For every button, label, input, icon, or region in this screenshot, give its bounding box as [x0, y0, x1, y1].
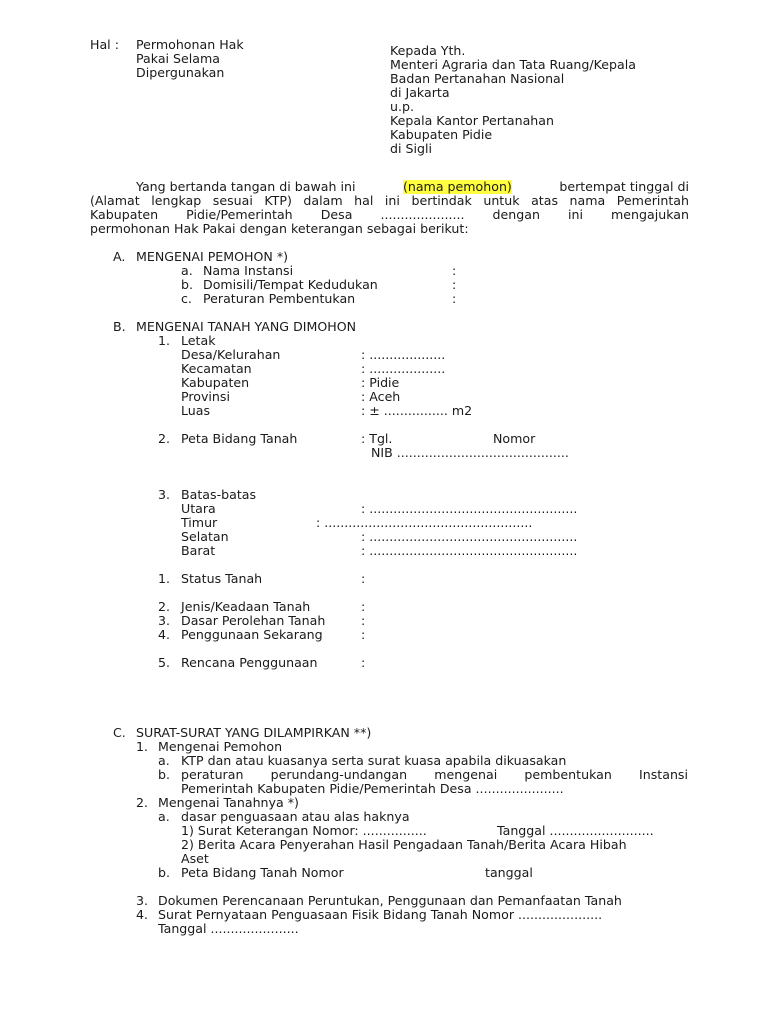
row-value: : Pidie — [361, 375, 400, 390]
sub-text: peraturan perundang-undangan mengenai pembentukan Instansi — [181, 767, 688, 782]
section-b-title: MENGENAI TANAH YANG DIMOHON — [136, 319, 357, 334]
item-label: Jenis/Keadaan Tanah — [181, 599, 311, 614]
item-marker: 3. — [136, 893, 149, 908]
item-label: Dasar Perolehan Tanah — [181, 613, 326, 628]
letak-label: Letak — [181, 333, 216, 348]
hal-line-3: Dipergunakan — [136, 65, 225, 80]
item-colon: : — [452, 263, 457, 278]
intro-part2: bertempat tinggal di — [559, 179, 689, 194]
row-value: : Aceh — [361, 389, 401, 404]
item-marker: 4. — [136, 907, 149, 922]
item-marker: 2. — [158, 599, 171, 614]
section-c-marker: C. — [113, 725, 126, 740]
sub-item: 2) Berita Acara Penyerahan Hasil Pengadaan Tanah/Berita Acara Hibah — [181, 837, 627, 852]
item-label: Penggunaan Sekarang — [181, 627, 323, 642]
recipient-line: Kabupaten Pidie — [390, 127, 493, 142]
hal-label: Hal : — [90, 37, 119, 52]
item-marker: 4. — [158, 627, 171, 642]
recipient-line: di Sigli — [390, 141, 432, 156]
row-value: : .................................................... — [361, 543, 578, 558]
rencana-label: Rencana Penggunaan — [181, 655, 318, 670]
peta-nib: NIB ........................................... — [371, 445, 569, 460]
item-colon: : — [361, 627, 366, 642]
row-label: Kabupaten — [181, 375, 250, 390]
section-c-title: SURAT-SURAT YANG DILAMPIRKAN **) — [136, 725, 372, 740]
item-marker: c. — [181, 291, 192, 306]
row-label: Timur — [181, 515, 218, 530]
peta-label: Peta Bidang Tanah — [181, 431, 298, 446]
peta-tgl: : Tgl. — [361, 431, 393, 446]
pemohon-label: Mengenai Pemohon — [158, 739, 283, 754]
item-marker: a. — [181, 263, 193, 278]
intro-line-4: permohonan Hak Pakai dengan keterangan sebagai berikut: — [90, 221, 469, 236]
sub-item: Aset — [181, 851, 209, 866]
section-b-marker: B. — [113, 319, 126, 334]
row-label: Luas — [181, 403, 211, 418]
peta-marker: 2. — [158, 431, 171, 446]
row-label: Utara — [181, 501, 216, 516]
row-label: Kecamatan — [181, 361, 252, 376]
applicant-name-placeholder: (nama pemohon) — [402, 179, 512, 194]
item-label: Nama Instansi — [203, 263, 294, 278]
rencana-marker: 5. — [158, 655, 171, 670]
sub-text: Peta Bidang Tanah Nomor — [181, 865, 344, 880]
item-label: Domisili/Tempat Kedudukan — [203, 277, 378, 292]
status-label: Status Tanah — [181, 571, 263, 586]
recipient-line: Kepala Kantor Pertanahan — [390, 113, 554, 128]
item-text: Surat Pernyataan Penguasaan Fisik Bidang Tanah Nomor ..................... — [158, 907, 603, 922]
item-label: Peraturan Pembentukan — [203, 291, 356, 306]
row-value: : ± ................ m2 — [361, 403, 473, 418]
intro-line-2: (Alamat lengkap sesuai KTP) dalam hal ini bertindak untuk atas nama Pemerintah — [90, 193, 689, 208]
item-marker: 3. — [158, 613, 171, 628]
sub-marker: b. — [158, 767, 170, 782]
row-value: : .................................................... — [361, 529, 578, 544]
sub-item: 1) Surat Keterangan Nomor: ................ — [181, 823, 427, 838]
section-a-marker: A. — [113, 249, 126, 264]
item-colon: : — [361, 599, 366, 614]
intro-part1: Yang bertanda tangan di bawah ini — [136, 179, 356, 194]
row-label: Barat — [181, 543, 216, 558]
sub-marker: a. — [158, 809, 170, 824]
tanah-label: Mengenai Tanahnya *) — [158, 795, 299, 810]
hal-line-1: Permohonan Hak — [136, 37, 244, 52]
status-colon: : — [361, 571, 366, 586]
recipient-line: Menteri Agraria dan Tata Ruang/Kepala — [390, 57, 636, 72]
intro-line-1 — [136, 180, 689, 194]
recipient-line: Badan Pertanahan Nasional — [390, 71, 565, 86]
row-value: : ................... — [361, 347, 446, 362]
sub-text-tanggal: tanggal — [485, 865, 533, 880]
item-text: Tanggal ...................... — [158, 921, 299, 936]
sub-text: Pemerintah Kabupaten Pidie/Pemerintah Desa ...................... — [181, 781, 564, 796]
item-colon: : — [452, 277, 457, 292]
row-label: Desa/Kelurahan — [181, 347, 281, 362]
pemohon-marker: 1. — [136, 739, 149, 754]
row-value: : .................................................... — [361, 501, 578, 516]
sub-item-tanggal: Tanggal .......................... — [497, 823, 654, 838]
row-label: Provinsi — [181, 389, 230, 404]
rencana-colon: : — [361, 655, 366, 670]
item-marker: b. — [181, 277, 193, 292]
status-marker: 1. — [158, 571, 171, 586]
row-value: : .................................................... — [316, 515, 533, 530]
peta-nomor: Nomor — [493, 431, 536, 446]
item-colon: : — [452, 291, 457, 306]
row-label: Selatan — [181, 529, 229, 544]
sub-text: dasar penguasaan atau alas haknya — [181, 809, 410, 824]
batas-label: Batas-batas — [181, 487, 257, 502]
hal-line-2: Pakai Selama — [136, 51, 220, 66]
intro-line-3: Kabupaten Pidie/Pemerintah Desa ..................... dengan ini mengajukan — [90, 207, 689, 222]
recipient-line: u.p. — [390, 99, 414, 114]
recipient-line: Kepada Yth. — [390, 43, 466, 58]
recipient-line: di Jakarta — [390, 85, 450, 100]
sub-text: KTP dan atau kuasanya serta surat kuasa apabila dikuasakan — [181, 753, 567, 768]
row-value: : ................... — [361, 361, 446, 376]
batas-marker: 3. — [158, 487, 171, 502]
sub-marker: b. — [158, 865, 170, 880]
item-colon: : — [361, 613, 366, 628]
sub-marker: a. — [158, 753, 170, 768]
tanah-marker: 2. — [136, 795, 149, 810]
letak-marker: 1. — [158, 333, 171, 348]
section-a-title: MENGENAI PEMOHON *) — [136, 249, 289, 264]
item-text: Dokumen Perencanaan Peruntukan, Penggunaan dan Pemanfaatan Tanah — [158, 893, 622, 908]
